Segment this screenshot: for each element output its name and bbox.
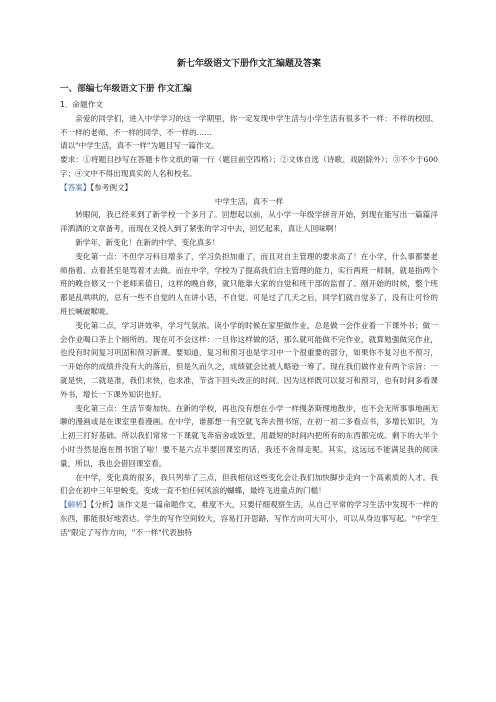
essay-paragraph: 在中学，变化真的很多，我只列举了三点，但我相信这些变化会让我们加快脚步走向一个高素质的人才。我们会在初中三年里蜕变，变成一直不怕任何风浪的蝴蝶，最终飞进童点的门槛！ — [60, 472, 438, 496]
answer-line — [60, 181, 438, 195]
answer-intro: 【参考例文】 — [90, 182, 133, 192]
essay-paragraph: 变化第一点：不但学习科目增多了，学习负担加重了，而且对自主管理的要求高了！在小学，什么事都要老师指着、点着甚至是骂着才去做。而在中学，学校为了提高我们自主管理的能力，实行两班一师制，就是指两个班的晚自修又一个老师来值日，这样的晚自修，就只能靠大家的自觉和班干部的监督了。刚开始的时候，整个班都是乱哄哄的，总有一些不自觉的人在讲小话，不自觉。可是过了几天之后，同学们就自觉多了，没有让可怜的班长喊破喉咙。 — [60, 251, 438, 316]
answer-tag: 【答案】 — [60, 182, 91, 192]
essay-paragraph: 变化第二点，学习讲效率，学习气氛浓。读小学的时候在家里做作业，总是做一会作业看一下课外书；做一会作业喝口茶上个厕所的。现在可不会这样：一旦你这样做的话，那么就可能做不完作业，就算勉强做完作业，也没有时间复习巩固和预习新课。要知道，复习和预习也是学习中一个很重要的部分，如果你不复习也不预习，一开始你的成绩并没有大的落后，但是久而久之，成绩就会比被人略逊一筹了。现在我们做作业有两个宗旨：一就是快，二就是准，我们求快，也求准，节省下回头改正的时间。因为这样既可以复习和预习，也有时间多看课外书，增长一下课外知识也好。 — [60, 320, 438, 399]
prompt-paragraph: 亲爱的同学们，进入中学学习的这一学期里，你一定发现中学生活与小学生活有很多不一样：不样的校园、不一样的老师、不一样的同学、不一样的…… — [60, 113, 438, 137]
essay-paragraph: 转眼间，我已经来到了新学校一个多月了。回想起以前，从小学一年级学拼音开始，到现在能写出一篇篇洋洋洒洒的文章备考，而现在又投入到了紧张的学习中去，回忆起来，真让人回味啊！ — [60, 210, 438, 234]
analysis-text: 【分析】该作文是一篇命题作文，难度不大，只要仔细观察生活，从自己平常的学习生活中发现不一样的东西，都能很好地表达。学生的写作空间较大，容易打开思路，写作方向可大可小，可以从身边事写起。"中学生活"限定了写作方向，"不一样"代表独特 — [60, 500, 438, 537]
analysis-tag: 【解析】 — [60, 500, 91, 510]
essay-paragraph: 变化第三点：生活节奏加快。在新的学校，再也没有想在小学一样慢条斯理地散步，也不会无所事事地画无聊的漫画或是在课室里看漫画。在中学，谁都想一有空就飞奔去图书馆，在初一初二多看点书，多增长知识，为上初三打好基础。所以我们常常一下课就飞奔宿舍或饭堂，用最短的时间内把所有的东西都完成。剩下的大半个小时当然是泡在图书馆了啦！要不是六点半要回课室的话，我还不舍得走呢。其实，这远远不能满足我的阅读量，所以，我也会借回课室看。 — [60, 403, 438, 468]
essay-title: 中学生活，真不一样 — [214, 196, 284, 206]
essay-paragraph: 新学年，新变化！在新的中学，变化真多！ — [75, 237, 220, 247]
document-title: 新七年级语文下册作文汇编题及答案 — [176, 59, 321, 69]
prompt-requirements: 要求：①将题目抄写在答题卡作文纸的第一行（题目前空四格）；②文体自选（诗歌、戏剧除外）；③不少于600字；④文中不得出现真实的人名和校名。 — [60, 155, 438, 178]
section-title: 一、部编七年级语文下册 作文汇编 — [60, 84, 192, 94]
question-label: 1．命题作文 — [60, 100, 103, 109]
analysis-line — [60, 498, 438, 539]
prompt-instruction: 请以"中学生活，真不一样"为题目写一篇作文。 — [60, 141, 219, 151]
